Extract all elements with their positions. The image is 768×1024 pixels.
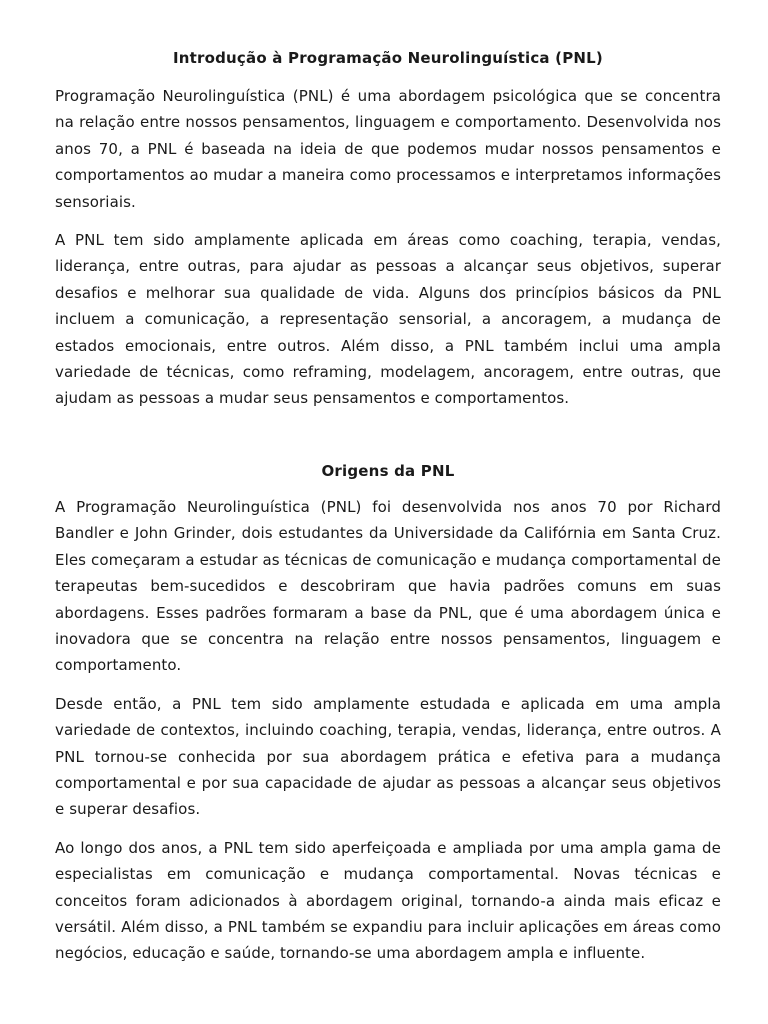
intro-paragraph-2: A PNL tem sido amplamente aplicada em áreas como coaching, terapia, vendas, liderança, entre outras, para ajudar as pessoas a alcançar seus objetivos, superar desafios e melhorar sua qualidade de vida. Alguns dos princípios básicos da PNL incluem a comunicação, a representação sensorial, a ancoragem, a mudança de estados emocionais, entre outros. Além disso, a PNL também inclui uma ampla variedade de técnicas, como reframing, modelagem, ancoragem, entre outras, que ajudam as pessoas a mudar seus pensamentos e comportamentos. <box>55 231 721 408</box>
section-spacer <box>55 424 721 458</box>
section-title-origins: Origens da PNL <box>321 461 455 480</box>
document-page <box>55 45 721 979</box>
origins-paragraph-3: Ao longo dos anos, a PNL tem sido aperfeiçoada e ampliada por uma ampla gama de especialistas em comunicação e mudança comportamental. Novas técnicas e conceitos foram adicionados à abordagem original, tornando-a ainda mais eficaz e versátil. Além disso, a PNL também se expandiu para incluir aplicações em áreas como negócios, educação e saúde, tornando-se uma abordagem ampla e influente. <box>55 838 721 963</box>
section-origins <box>55 458 721 967</box>
document-title: Introdução à Programação Neurolinguística (PNL) <box>172 49 603 67</box>
origins-paragraph-2: Desde então, a PNL tem sido amplamente estudada e aplicada em uma ampla variedade de contextos, incluindo coaching, terapia, vendas, liderança, entre outros. A PNL tornou-se conhecida por sua abordagem prática e efetiva para a mudança comportamental e por sua capacidade de ajudar as pessoas a alcançar seus objetivos e superar desafios. <box>55 694 721 819</box>
section-introduction <box>55 45 721 412</box>
origins-paragraph-1: A Programação Neurolinguística (PNL) foi desenvolvida nos anos 70 por Richard Bandler e John Grinder, dois estudantes da Universidade da Califórnia em Santa Cruz. Eles começaram a estudar as técnicas de comunicação e mudança comportamental de terapeutas bem-sucedidos e descobriram que havia padrões comuns em suas abordagens. Esses padrões formaram a base da PNL, que é uma abordagem única e inovadora que se concentra na relação entre nossos pensamentos, linguagem e comportamento. <box>55 497 721 675</box>
intro-paragraph-1: Programação Neurolinguística (PNL) é uma abordagem psicológica que se concentra na relação entre nossos pensamentos, linguagem e comportamento. Desenvolvida nos anos 70, a PNL é baseada na ideia de que podemos mudar nossos pensamentos e comportamentos ao mudar a maneira como processamos e interpretamos informações sensoriais. <box>55 87 721 211</box>
